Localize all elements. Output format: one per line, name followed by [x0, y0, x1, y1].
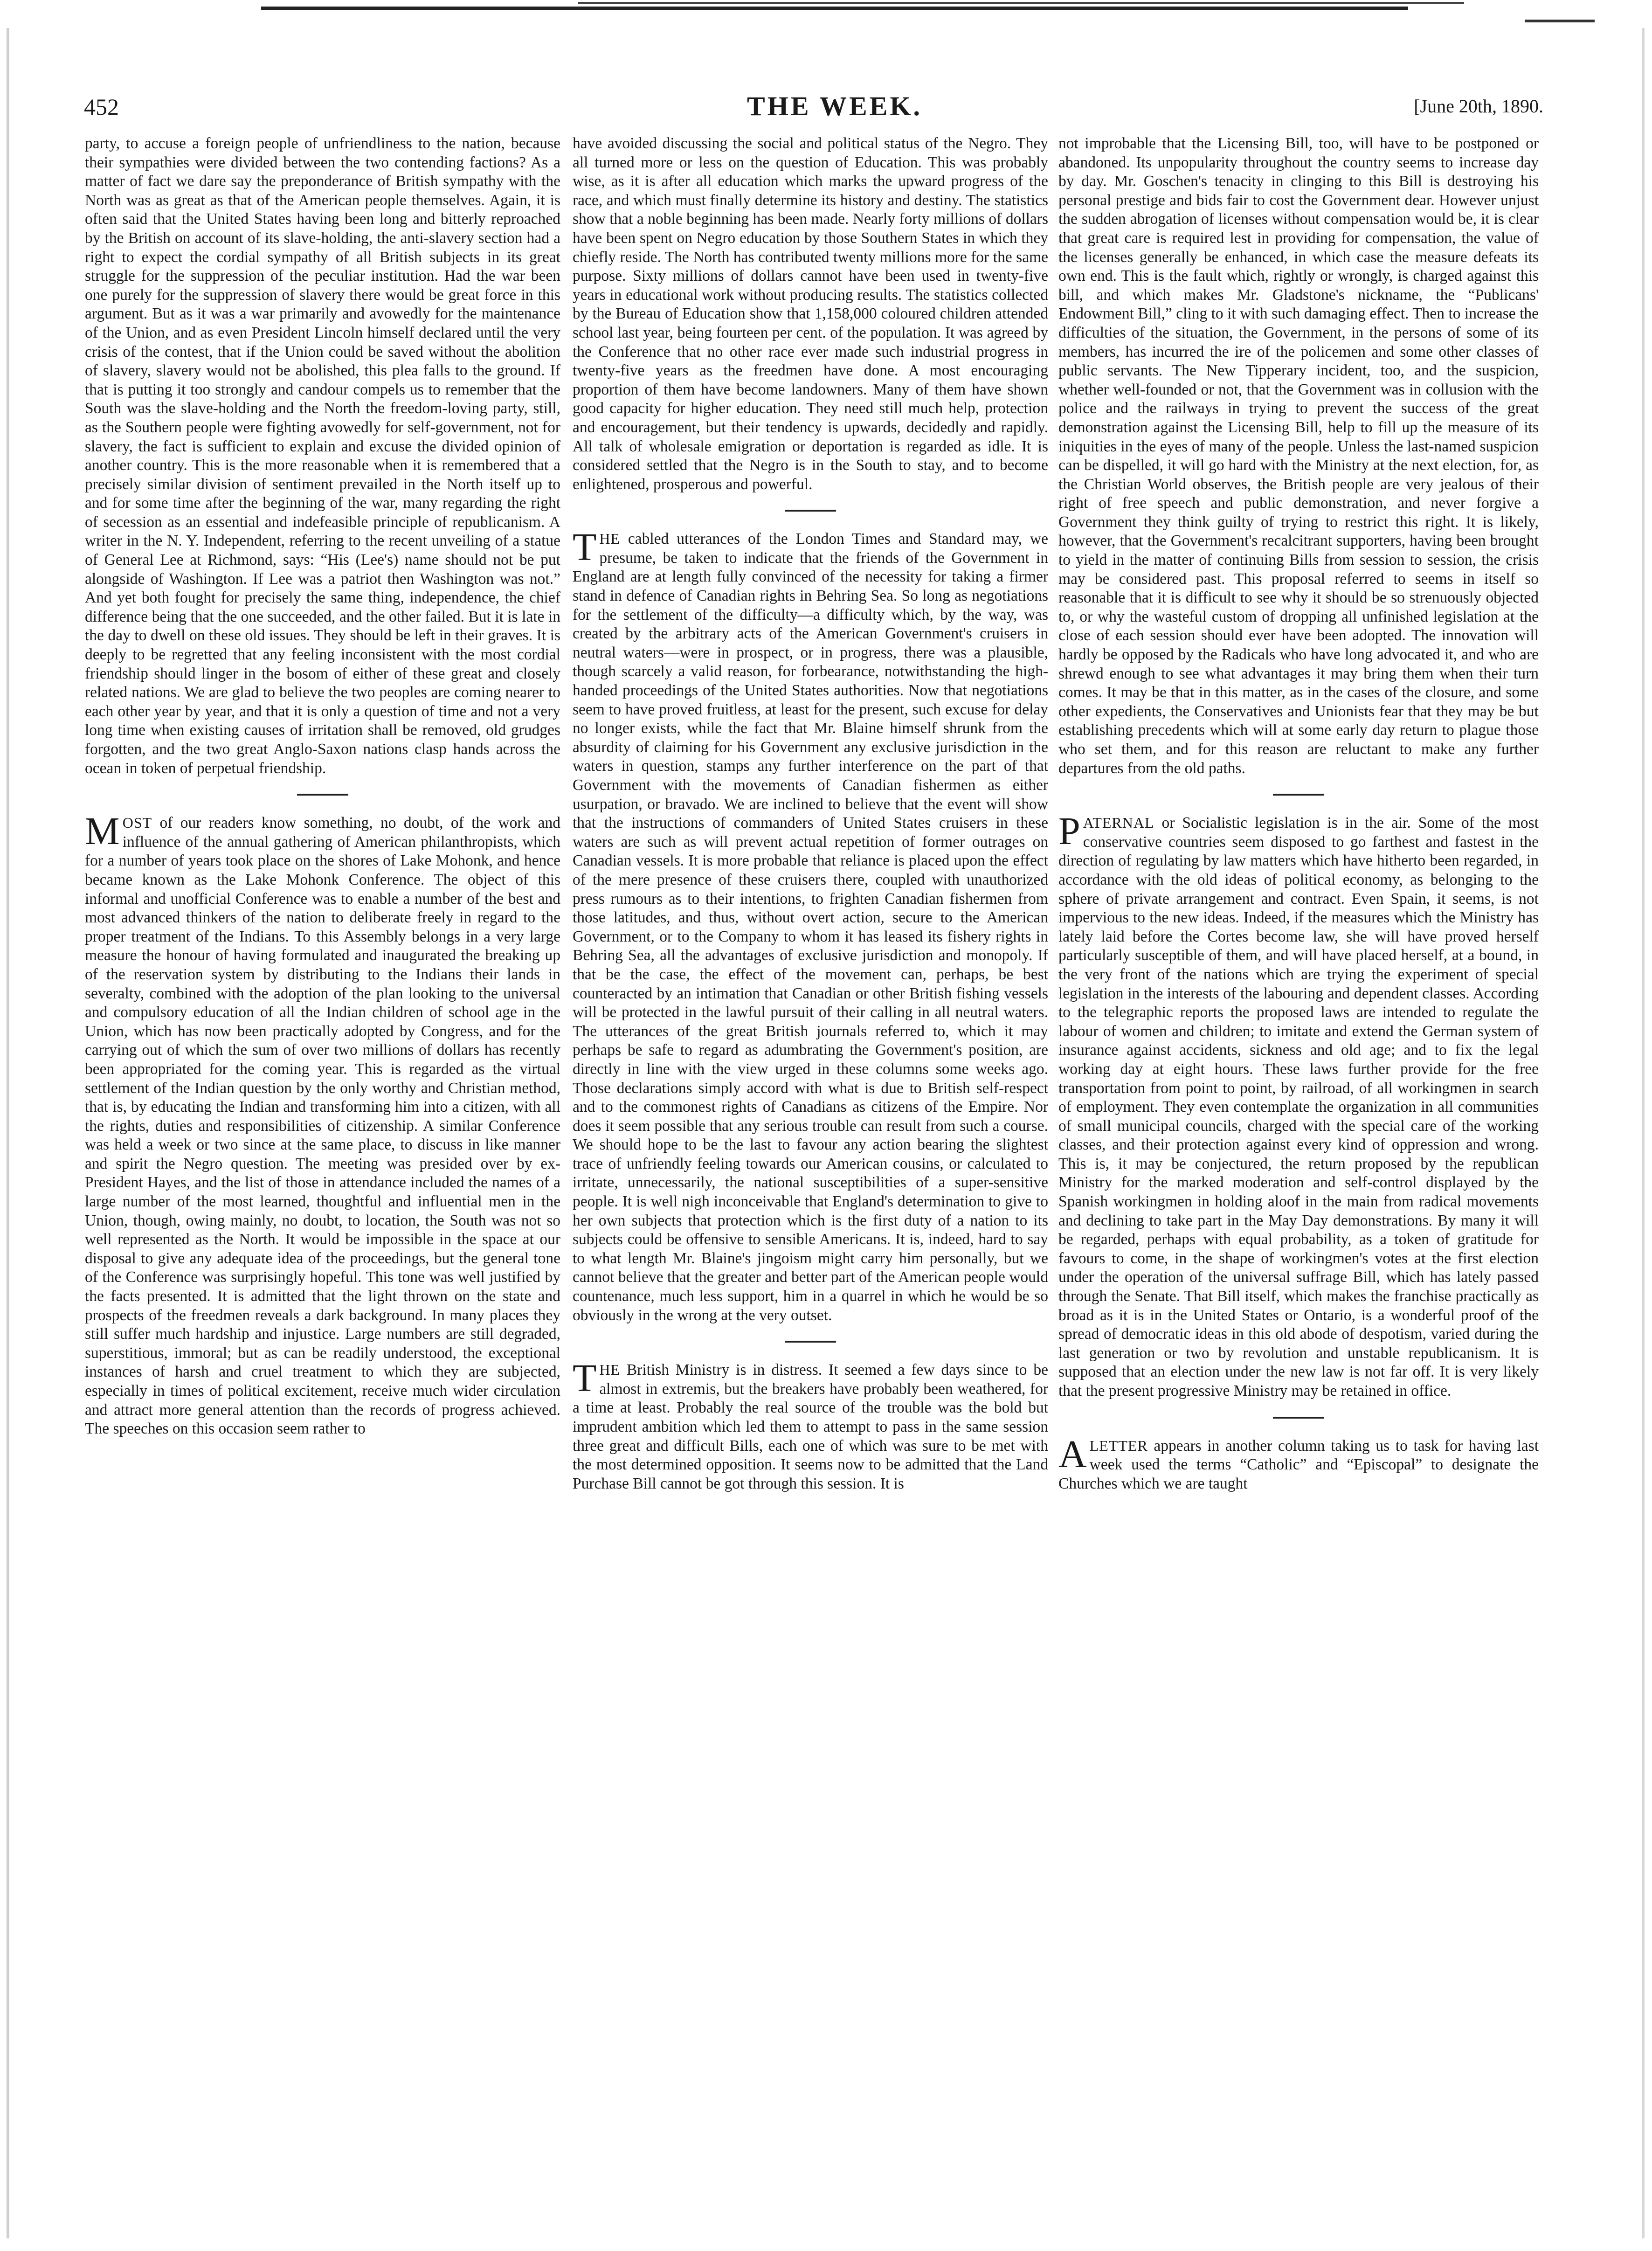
paragraph-text: or Socialistic legislation is in the air. Some of the most conservative countries seem disposed to go farthest and fastest in the direction of regulating by law matters which have hitherto been regarded, in accordance with the old ideas of political economy, as belonging to the sphere of private arrangement and contract. Even Spain, it seems, is not impervious to the new ideas. Indeed, if the measures which the Ministry has lately laid before the Cortes become law, she will have proved herself particularly susceptible of them, and will have placed herself, at a bound, in the very front of the nations which are trying the experiment of special legislation in the interests of the labouring and dependent classes. According to the telegraphic reports the proposed laws are intended to regulate the labour of women and children; to imitate and extend the German system of insurance against accidents, sickness and old age; and to fix the legal working day at eight hours. These laws further provide for the free transportation from point to point, by railroad, of all workingmen in search of employment. They even contemplate the organization in all communities of small municipal councils, charged with the special care of the working classes, and their protection against every kind of oppression and wrong. This is, it may be conjectured, the return proposed by the republican Ministry for the marked moderation and self-control displayed by the Spanish workingmen in holding aloof in the main from radical movements and declining to take part in the May Day demonstrations. By many it will be regarded, perhaps with equal probability, as a token of gratitude for favours to come, in the shape of workingmen's votes at the first election under the operation of the universal suffrage Bill, which has lately passed through the Senate. That Bill itself, which makes the franchise practically as broad as it is in the United States or Ontario, is a wonderful proof of the spread of democratic ideas in this old abode of despotism, varied during the last generation or two by revolution and unstable republicanism. It is supposed that an election under the new law is not far off. It is very likely that the present progressive Ministry may be retained in office. [1058, 814, 1539, 1399]
article-paragraph [85, 810, 560, 1439]
paragraph-text: appears in another column taking us to task for having last week used the terms “Catholic” and “Episcopal” to designate the Churches which we are taught [1058, 1437, 1539, 1492]
scan-rule [578, 2, 1464, 4]
section-divider [1273, 794, 1324, 796]
drop-cap: A [1058, 1432, 1087, 1476]
page-header [84, 93, 1543, 126]
lead-word: ATERNAL [1083, 814, 1154, 831]
paragraph-text: British Ministry is in distress. It seemed a few days since to be almost in extremis, but the breakers have probably been weathered, for a time at least. Probably the real source of the trouble was the bold but imprudent ambition which led them to attempt to pass in the same session three great and difficult Bills, each one of which was sure to be met with the most determined opposition. It seems now to be admitted that the Land Purchase Bill cannot be got through this session. It is [573, 1361, 1048, 1492]
section-divider [1273, 1417, 1324, 1419]
article-paragraph [573, 1357, 1048, 1493]
article-paragraph: not improbable that the Licensing Bill, too, will have to be postponed or abandoned. Its unpopularity throughout the country seems to increase day by day. Mr. Goschen's tenacity in clinging to this Bill is destroying his personal prestige and bids fair to cost the Government dear. However unjust the sudden abrogation of licenses without compensation would be, it is clear that great care is required lest in providing for compensation, the value of the licenses generally be enhanced, in which case the measure defeats its own end. This is the fault which, rightly or wrongly, is charged against this bill, and which makes Mr. Gladstone's nickname, the “Publicans' Endowment Bill,” cling to it with such damaging effect. Then to increase the difficulties of the situation, the Government, in the persons of some of its members, has incurred the ire of the policemen and some other classes of public servants. The New Tipperary incident, too, and the suspicion, whether well-founded or not, that the Government was in collusion with the police and the railways in trying to prevent the success of the great demonstration against the Licensing Bill, help to fill up the measure of its iniquities in the eyes of many of the people. Unless the last-named suspicion can be dispelled, it will go hard with the Ministry at the next election, for, as the Christian World observes, the British people are very jealous of their right of free speech and public demonstration, and never forgive a Government they think guilty of trying to restrict this right. It is likely, however, that the Government's recalcitrant supporters, having been brought to yield in the matter of continuing Bills from session to session, the crisis may be considered past. This proposal referred to seems in itself so reasonable that it is difficult to see why it should be so strenuously objected to, or why the wasteful custom of dropping all unfinished legislation at the close of each session should ever have been adopted. The innovation will hardly be opposed by the Radicals who have long advocated it, and who are shrewd enough to see what advantages it may bring them when their turn comes. It may be that in this matter, as in the cases of the closure, and some other expedients, the Conservatives and Unionists fear that they may be but establishing precedents which will at some early day return to plague those who set them, and for this reason are reluctant to make any further departures from the old paths. [1058, 135, 1539, 777]
publication-title: THE WEEK. [747, 91, 922, 121]
article-paragraph: have avoided discussing the social and political status of the Negro. They all turned more or less on the question of Education. This was probably wise, as it is after all education which marks the upward progress of the race, and which must finally determine its history and destiny. The statistics show that a noble beginning has been made. Nearly forty millions of dollars have been spent on Negro education by those Southern States in which they chiefly reside. The North has contributed twenty millions more for the same purpose. Sixty millions of dollars cannot have been used in twenty-five years in educational work without producing results. The statistics collected by the Bureau of Education show that 1,158,000 coloured children attended school last year, being fourteen per cent. of the population. It was agreed by the Conference that no other race ever made such industrial progress in twenty-five years as the freedmen have done. A most encouraging proportion of them have become landowners. Many of them have shown good capacity for higher education. They need still much help, protection and encouragement, but their tendency is upwards, decidedly and rapidly. All talk of wholesale emigration or deportation is regarded as idle. It is considered settled that the Negro is in the South to stay, and to become enlightened, prosperous and powerful. [573, 135, 1048, 493]
drop-cap: T [573, 526, 597, 569]
scan-gutter-right [1642, 28, 1645, 2238]
article-paragraph [573, 526, 1048, 1325]
page-number: 452 [84, 94, 119, 120]
scan-top-edge [0, 0, 1652, 19]
lead-word: OST [122, 814, 152, 831]
article-paragraph [1058, 810, 1539, 1400]
drop-cap: T [573, 1357, 597, 1400]
paragraph-text: cabled utterances of the London Times and Standard may, we presume, be taken to indicate that the friends of the Government in England are at length fully convinced of the necessity for taking a firmer stand in defence of Canadian rights in Behring Sea. So long as negotiations for the settlement of the difficulty—a difficulty which, by the way, was created by the arbitrary acts of the American Government's cruisers in neutral waters—were in prospect, or in progress, there was a plausible, though scarcely a valid reason, for forbearance, notwithstanding the high-handed proceedings of the United States authorities. Now that negotiations seem to have proved fruitless, at least for the present, such excuse for delay no longer exists, while the fact that Mr. Blaine himself shrunk from the absurdity of claiming for his Government any exclusive jurisdiction in the waters in question, stamps any further interference on the part of that Government with the movements of Canadian fishermen as either usurpation, or bravado. We are inclined to believe that the event will show that the instructions of commanders of United States cruisers in these waters are such as will prevent actual repetition of former outrages on Canadian vessels. It is more probable that reliance is placed upon the effect of the mere presence of these cruisers there, coupled with unauthorized press rumours as to their intentions, to frighten Canadian fishermen from those latitudes, and thus, without overt action, secure to the American Government, or to the Company to whom it has leased its fishery rights in Behring Sea, all the advantages of exclusive jurisdiction and monopoly. If that be the case, the effect of the movement can, perhaps, be best counteracted by an intimation that Canadian or other British fishing vessels will be protected in the lawful pursuit of their calling in all neutral waters. The utterances of the great British journals referred to, which it may perhaps be safe to regard as adumbrating the Government's position, are directly in line with the view urged in these columns some weeks ago. Those declarations simply accord with what is due to British self-respect and to the commonest rights of Canadians as citizens of the Empire. Nor does it seem possible that any serious trouble can result from such a course. We should hope to be the last to favour any action bearing the slightest trace of unfriendly feeling towards our American cousins, or calculated to irritate, unnecessarily, the national susceptibilities of a super-sensitive people. It is well nigh inconceivable that England's determination to give to her own subjects that protection which is the first duty of a nation to its subjects could be offensive to sensible Americans. It is, indeed, hard to say to what length Mr. Blaine's jingoism might carry him personally, but we cannot believe that the greater and better part of the American people would countenance, much less support, him in a quarrel in which he would be so obviously in the wrong at the very outset. [573, 530, 1048, 1324]
article-paragraph: party, to accuse a foreign people of unfriendliness to the nation, because their sympathies were divided between the two contending factions? As a matter of fact we dare say the preponderance of British sympathy with the North was as great as that of the American people themselves. Again, it is often said that the United States having been long and bitterly reproached by the British on account of its slave-holding, the anti-slavery section had a right to expect the cordial sympathy of all British subjects in its great struggle for the suppression of the peculiar institution. Had the war been one purely for the suppression of slavery there would be great force in this argument. But as it was a war primarily and avowedly for the maintenance of the Union, and as even President Lincoln himself declared until the very crisis of the contest, that if the Union could be saved without the abolition of slavery, slavery would not be abolished, this plea falls to the ground. If that is putting it too strongly and candour compels us to remember that the South was the slave-holding and the North the freedom-loving party, still, as the Southern people were fighting avowedly for self-government, not for slavery, the fact is sufficient to explain and excuse the divided opinion of another country. This is the more reasonable when it is remembered that a precisely similar division of sentiment prevailed in the North itself up to and for some time after the beginning of the war, many regarding the right of secession as an essential and indefeasible principle of republicanism. A writer in the N. Y. Independent, referring to the recent unveiling of a statue of General Lee at Richmond, says: “His (Lee's) name should not be put alongside of Washington. If Lee was a patriot then Washington was not.” And yet both fought for precisely the same thing, independence, the chief difference being that the one succeeded, and the other failed. But it is late in the day to dwell on these old issues. They should be left in their graves. It is deeply to be regretted that any feeling inconsistent with the most cordial friendship should linger in the bosom of either of these great and closely related nations. We are glad to believe the two peoples are coming nearer to each other year by year, and that it is only a question of time and not a very long time when existing causes of irritation shall be removed, old grudges forgotten, and the two great Anglo-Saxon nations clasp hands across the ocean in token of perpetual friendship. [85, 135, 560, 777]
scan-rule [261, 7, 1408, 10]
article-paragraph [1058, 1432, 1539, 1494]
lead-word: HE [599, 1361, 620, 1378]
section-divider [785, 510, 836, 512]
column-1 [85, 134, 560, 2233]
issue-date: [June 20th, 1890. [1414, 96, 1543, 117]
scan-mark [1525, 0, 1595, 22]
column-2 [573, 134, 1048, 2233]
lead-word: LETTER [1089, 1437, 1148, 1454]
drop-cap: P [1058, 810, 1080, 853]
scan-gutter-left [7, 28, 9, 2238]
drop-cap: M [85, 810, 120, 853]
paragraph-text: of our readers know something, no doubt, of the work and influence of the annual gathering of American philanthropists, which for a number of years took place on the shores of Lake Mohonk, and hence became known as the Lake Mohonk Conference. The object of this informal and unofficial Conference was to enable a number of the best and most advanced thinkers of the nation to deliberate freely in regard to the proper treatment of the Indians. To this Assembly belongs in a very large measure the honour of having formulated and inaugurated the breaking up of the reservation system by distributing to the Indians their lands in severalty, combined with the adoption of the plan looking to the universal and compulsory education of all the Indian children of school age in the Union, which has now been practically adopted by Congress, and for the carrying out of which the sum of over two millions of dollars has recently been appropriated for the coming year. This is regarded as the virtual settlement of the Indian question by the only worthy and Christian method, that is, by educating the Indian and transforming him into a citizen, with all the rights, duties and responsibilities of citizenship. A similar Conference was held a week or two since at the same place, to discuss in like manner and spirit the Negro question. The meeting was presided over by ex-President Hayes, and the list of those in attendance included the names of a large number of the most learned, thoughtful and influential men in the Union, though, owing mainly, no doubt, to location, the South was not so well represented as the North. It would be impossible in the space at our disposal to give any adequate idea of the proceedings, but the general tone of the Conference was surprisingly hopeful. This tone was well justified by the facts presented. It is admitted that the light thrown on the state and prospects of the freedmen reveals a dark background. In many places they still suffer much hardship and injustice. Large numbers are still degraded, superstitious, immoral; but as can be readily understood, the exceptional instances of harsh and cruel treatment to which they are subjected, especially in times of political excitement, receive much wider circulation and attract more general attention than the records of progress achieved. The speeches on this occasion seem rather to [85, 814, 560, 1438]
section-divider [785, 1341, 836, 1343]
lead-word: HE [599, 530, 620, 547]
column-3 [1058, 134, 1539, 2233]
section-divider [297, 794, 348, 796]
